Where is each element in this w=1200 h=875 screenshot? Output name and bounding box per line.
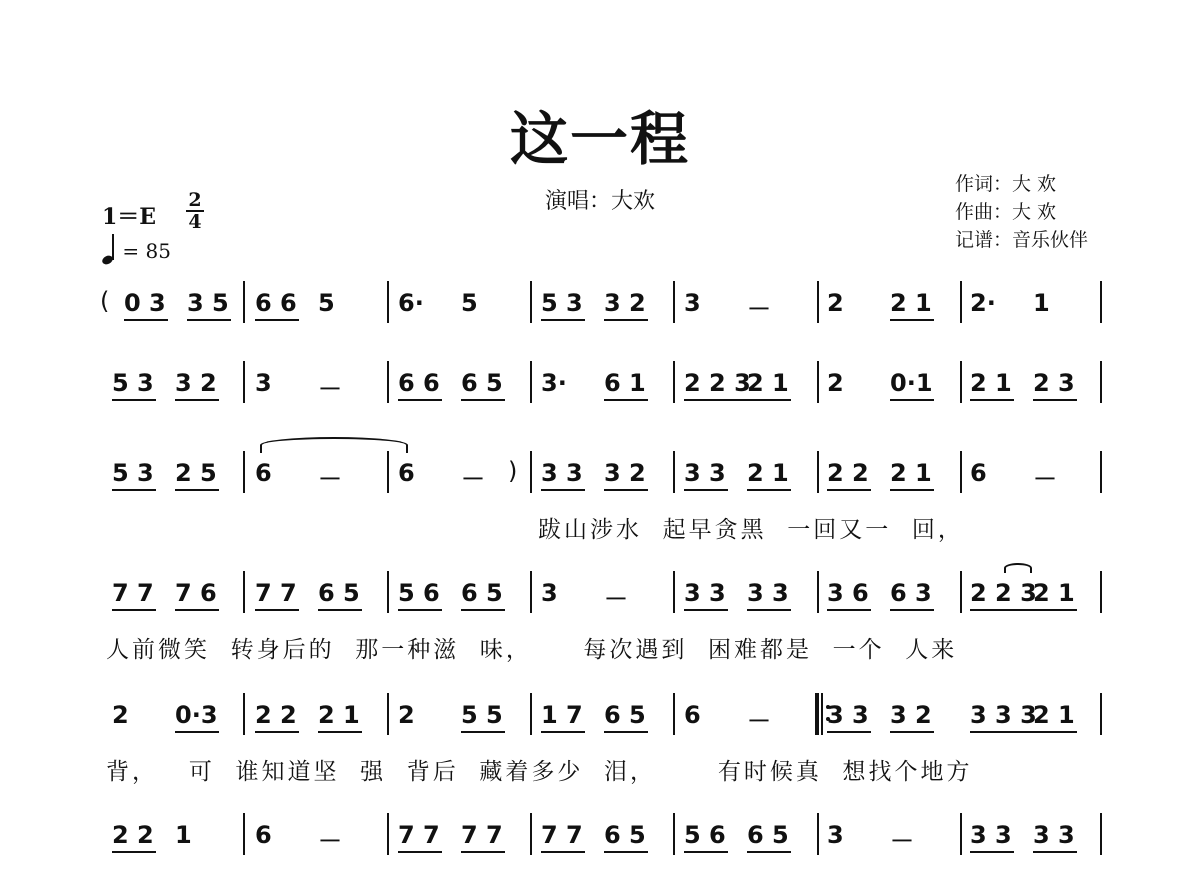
barline <box>1100 571 1102 613</box>
underline-beam <box>175 399 219 401</box>
note-group: 0 3 <box>124 289 166 317</box>
underline-beam <box>112 489 156 491</box>
barline <box>243 451 245 493</box>
note-group: 2 1 <box>1033 579 1075 607</box>
barline <box>817 281 819 323</box>
note-group: 3· <box>541 369 567 397</box>
barline <box>387 281 389 323</box>
underline-beam <box>461 399 505 401</box>
note-group: 6 <box>255 821 272 849</box>
note-group: 2· <box>970 289 996 317</box>
barline <box>530 813 532 855</box>
barline <box>243 571 245 613</box>
score-line <box>0 457 1200 543</box>
note-group: 2 1 <box>890 289 932 317</box>
underline-beam <box>175 489 219 491</box>
note-group: 2 2 <box>112 821 154 849</box>
barline <box>1100 693 1102 735</box>
song-title: 这一程 <box>509 105 690 173</box>
note-group: 2 <box>112 701 129 729</box>
underline-beam <box>970 399 1014 401</box>
underline-beam <box>684 851 728 853</box>
note-group: 2 2 3 <box>684 369 751 397</box>
underline-beam <box>541 319 585 321</box>
tempo-marking <box>102 234 171 264</box>
underline-beam <box>318 731 362 733</box>
barline <box>673 281 675 323</box>
note-group: 7 7 <box>255 579 297 607</box>
underline-beam <box>890 609 934 611</box>
note-group: － <box>747 295 771 323</box>
paren-close: ) <box>508 457 518 485</box>
barline <box>673 693 675 735</box>
note-group: 3 3 <box>541 459 583 487</box>
paren-open: ( <box>100 287 110 315</box>
note-group: 3 <box>255 369 272 397</box>
note-group: 7 6 <box>175 579 217 607</box>
barline <box>817 361 819 403</box>
underline-beam <box>541 851 585 853</box>
underline-beam <box>255 609 299 611</box>
note-group: 1 7 <box>541 701 583 729</box>
note-group: 5 3 <box>541 289 583 317</box>
barline <box>673 571 675 613</box>
barline <box>530 693 532 735</box>
barline <box>1100 281 1102 323</box>
note-group: 5 3 <box>112 369 154 397</box>
note-group: 6 6 <box>255 289 297 317</box>
note-group: 2 2 <box>827 459 869 487</box>
underline-beam <box>112 399 156 401</box>
barline <box>530 361 532 403</box>
barline <box>1100 451 1102 493</box>
note-group: 1 <box>1033 289 1050 317</box>
note-group: 5 3 <box>112 459 154 487</box>
underline-beam <box>187 319 231 321</box>
underline-beam <box>827 489 871 491</box>
note-group: － <box>461 465 485 493</box>
note-group: 3 3 <box>684 459 726 487</box>
note-group: － <box>604 585 628 613</box>
underline-beam <box>175 731 219 733</box>
barline <box>673 813 675 855</box>
barline <box>1100 813 1102 855</box>
note-group: 2 1 <box>890 459 932 487</box>
underline-beam <box>124 319 168 321</box>
underline-beam <box>541 489 585 491</box>
note-group: 3 5 <box>187 289 229 317</box>
note-group: 2 2 <box>255 701 297 729</box>
barline <box>387 361 389 403</box>
note-group: 0·3 <box>175 701 218 729</box>
note-group: 3 6 <box>827 579 869 607</box>
underline-beam <box>1033 399 1077 401</box>
note-group: 7 7 <box>461 821 503 849</box>
underline-beam <box>398 851 442 853</box>
barline <box>387 693 389 735</box>
note-group: 2 1 <box>747 369 789 397</box>
note-group: 5 5 <box>461 701 503 729</box>
underline-beam <box>541 731 585 733</box>
lyrics-line: 人前微笑 转身后的 那一种滋 味， 每次遇到 困难都是 一个 人来 <box>106 637 958 663</box>
time-signature <box>186 190 204 232</box>
barline <box>387 813 389 855</box>
note-group: 3 2 <box>890 701 932 729</box>
note-group: － <box>890 827 914 855</box>
underline-beam <box>1033 851 1077 853</box>
note-group: 7 7 <box>541 821 583 849</box>
note-group: 2 1 <box>1033 701 1075 729</box>
note-group: 7 7 <box>112 579 154 607</box>
note-group: － <box>318 827 342 855</box>
note-group: 3 3 <box>970 821 1012 849</box>
barline <box>817 813 819 855</box>
barline <box>243 693 245 735</box>
barline <box>530 281 532 323</box>
underline-beam <box>461 851 505 853</box>
note-group: 6 5 <box>461 369 503 397</box>
underline-beam <box>1033 609 1077 611</box>
score-line <box>0 579 1200 663</box>
underline-beam <box>970 851 1014 853</box>
note-group: 0·1 <box>890 369 933 397</box>
barline <box>960 571 962 613</box>
note-group: 5 <box>318 289 335 317</box>
barline <box>530 451 532 493</box>
note-group: 2 2 3 <box>970 579 1037 607</box>
note-group: 2 <box>827 289 844 317</box>
underline-beam <box>112 609 156 611</box>
note-group: 6· <box>398 289 424 317</box>
note-group: 6 5 <box>604 701 646 729</box>
note-group: 5 6 <box>398 579 440 607</box>
note-group: 3 3 <box>827 701 869 729</box>
note-group: 3 3 <box>1033 821 1075 849</box>
note-group: 6 <box>970 459 987 487</box>
barline <box>243 813 245 855</box>
barline <box>1100 361 1102 403</box>
barline <box>387 571 389 613</box>
note-group: 6 <box>255 459 272 487</box>
barline <box>960 451 962 493</box>
note-group: 3 2 <box>604 289 646 317</box>
note-group: 2 3 <box>1033 369 1075 397</box>
note-group: 6 1 <box>604 369 646 397</box>
underline-beam <box>890 319 934 321</box>
underline-beam <box>684 489 728 491</box>
underline-beam <box>604 319 648 321</box>
underline-beam <box>604 489 648 491</box>
barline <box>387 451 389 493</box>
underline-beam <box>684 399 756 401</box>
underline-beam <box>827 609 871 611</box>
key-signature: 1＝E <box>102 204 157 230</box>
time-signature-top: 2 <box>188 189 202 211</box>
score-line <box>0 701 1200 785</box>
underline-beam <box>398 399 442 401</box>
note-group: 6 3 <box>890 579 932 607</box>
singer-label: 演唱：大欢 <box>544 189 655 214</box>
underline-beam <box>604 399 648 401</box>
score-line <box>0 287 1200 343</box>
underline-beam <box>1033 731 1077 733</box>
note-group: 3 3 <box>747 579 789 607</box>
note-group: 3 <box>541 579 558 607</box>
barline <box>243 361 245 403</box>
underline-beam <box>255 731 299 733</box>
note-group: 5 6 <box>684 821 726 849</box>
note-group: 6 5 <box>318 579 360 607</box>
barline <box>960 813 962 855</box>
slur-arc <box>260 437 408 453</box>
underline-beam <box>970 731 1042 733</box>
underline-beam <box>970 609 1042 611</box>
note-group: － <box>318 465 342 493</box>
barline <box>673 361 675 403</box>
note-group: 2 5 <box>175 459 217 487</box>
underline-beam <box>747 399 791 401</box>
underline-beam <box>175 609 219 611</box>
underline-beam <box>747 489 791 491</box>
lyrics-line: 跋山涉水 起早贪黑 一回又一 回， <box>538 517 964 543</box>
barline <box>243 281 245 323</box>
slur-arc <box>1004 563 1032 573</box>
underline-beam <box>461 609 505 611</box>
note-group: 6 6 <box>398 369 440 397</box>
note-group: 3 2 <box>604 459 646 487</box>
barline <box>673 451 675 493</box>
underline-beam <box>604 731 648 733</box>
underline-beam <box>604 851 648 853</box>
note-group: 6 <box>398 459 415 487</box>
note-group: 7 7 <box>398 821 440 849</box>
note-group: 6 5 <box>747 821 789 849</box>
time-signature-bottom: 4 <box>186 210 204 232</box>
note-group: 3 2 <box>175 369 217 397</box>
underline-beam <box>747 609 791 611</box>
note-group: 2 1 <box>747 459 789 487</box>
note-group: 2 <box>398 701 415 729</box>
note-group: 6 5 <box>461 579 503 607</box>
underline-beam <box>890 731 934 733</box>
underline-beam <box>398 609 442 611</box>
note-group: 2 <box>827 369 844 397</box>
score-line <box>0 369 1200 423</box>
transcriber-label: 记谱：音乐伙伴 <box>955 229 1089 251</box>
credits <box>955 170 1088 254</box>
composer-label: 作曲：大 欢 <box>955 201 1057 223</box>
note-group: 3 <box>827 821 844 849</box>
underline-beam <box>827 731 871 733</box>
score-line <box>0 821 1200 875</box>
underline-beam <box>684 609 728 611</box>
quarter-note-icon <box>102 234 116 264</box>
note-group: － <box>747 707 771 735</box>
underline-beam <box>890 399 934 401</box>
lyricist-label: 作词：大 欢 <box>955 173 1057 195</box>
note-group: － <box>1033 465 1057 493</box>
note-group: 5 <box>461 289 478 317</box>
note-group: － <box>318 375 342 403</box>
note-group: 3 3 <box>684 579 726 607</box>
note-group: 2 1 <box>318 701 360 729</box>
note-group: 3 3 3 <box>970 701 1037 729</box>
underline-beam <box>890 489 934 491</box>
underline-beam <box>747 851 791 853</box>
note-group: 3 <box>684 289 701 317</box>
note-group: 6 5 <box>604 821 646 849</box>
note-group: 6 <box>684 701 701 729</box>
underline-beam <box>461 731 505 733</box>
underline-beam <box>112 851 156 853</box>
tempo-value: = 85 <box>122 239 171 263</box>
note-group: 2 1 <box>970 369 1012 397</box>
lyrics-line: 背， 可 谁知道坚 强 背后 藏着多少 泪， 有时候真 想找个地方 <box>106 759 973 785</box>
barline <box>817 451 819 493</box>
barline <box>817 571 819 613</box>
barline <box>960 281 962 323</box>
barline <box>530 571 532 613</box>
barline <box>960 361 962 403</box>
note-group: 1 <box>175 821 192 849</box>
underline-beam <box>318 609 362 611</box>
underline-beam <box>255 319 299 321</box>
